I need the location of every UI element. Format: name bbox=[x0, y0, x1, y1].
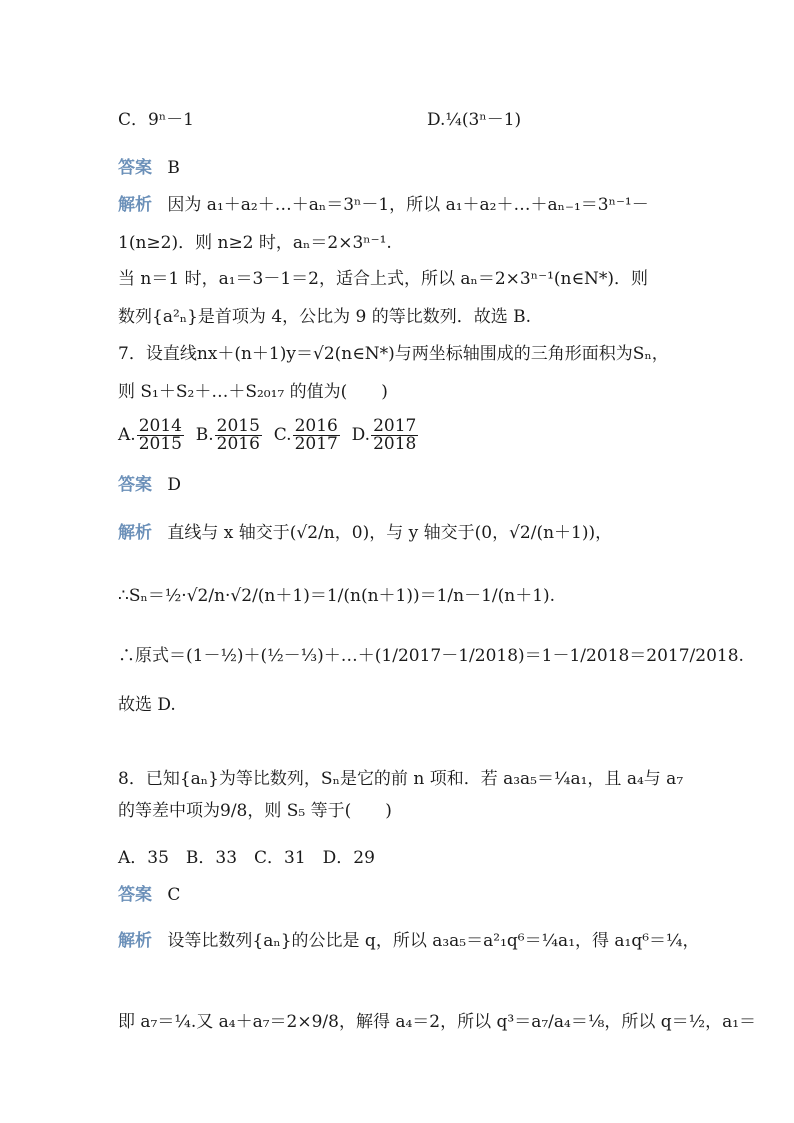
solution-2-line-2: ∴Sₙ＝½·√2/n·√2/(n＋1)＝1/(n(n＋1))＝1/n－1/(n＋1). bbox=[118, 586, 556, 606]
solution-2-line-1: 解析 直线与 x 轴交于(√2/n，0)，与 y 轴交于(0，√2/(n＋1))， bbox=[118, 523, 613, 543]
analysis-label: 解析 bbox=[118, 931, 152, 951]
question-7-line-1: 7．设直线nx＋(n＋1)y＝√2(n∈N*)与两坐标轴围成的三角形面积为Sₙ， bbox=[118, 344, 669, 364]
solution-1-line-2: 1(n≥2)．则 n≥2 时，aₙ＝2×3ⁿ⁻¹. bbox=[118, 233, 392, 253]
question-8-line-1: 8．已知{aₙ}为等比数列，Sₙ是它的前 n 项和．若 a₃a₅＝¼a₁，且 a₄与 a₇ bbox=[118, 769, 684, 789]
question-7-options bbox=[118, 418, 419, 453]
solution-2-line-4: 故选 D. bbox=[118, 695, 176, 715]
solution-3-line-2: 即 a₇＝¼.又 a₄＋a₇＝2×9/8，解得 a₄＝2，所以 q³＝a₇/a₄＝⅛，所以 q＝½，a₁＝ bbox=[118, 1012, 757, 1032]
question-8-line-2: 的等差中项为9/8，则 S₅ 等于( ) bbox=[118, 801, 392, 821]
solution-1-line-4: 数列{a²ₙ}是首项为 4，公比为 9 的等比数列．故选 B. bbox=[118, 307, 532, 327]
answer-1: 答案 B bbox=[118, 158, 180, 178]
question-7-line-2: 则 S₁＋S₂＋…＋S₂₀₁₇ 的值为( ) bbox=[118, 382, 388, 402]
answer-label: 答案 bbox=[118, 158, 152, 178]
solution-3-line-1: 解析 设等比数列{aₙ}的公比是 q，所以 a₃a₅＝a²₁q⁶＝¼a₁，得 a₁q⁶＝¼， bbox=[118, 931, 700, 951]
question-8-options: A．35 B．33 C．31 D．29 bbox=[118, 848, 375, 868]
answer-3: 答案 C bbox=[118, 885, 181, 905]
analysis-label: 解析 bbox=[118, 195, 152, 215]
option-c: C．9ⁿ－1 bbox=[118, 110, 194, 130]
analysis-label: 解析 bbox=[118, 523, 152, 543]
option-c-frac: C. $\frac{2016}{2017}$ bbox=[273, 416, 338, 454]
option-a: A. $\frac{2014}{2015}$ bbox=[118, 416, 182, 454]
option-d-frac: D. $\frac{2017}{2018}$ bbox=[351, 416, 417, 454]
answer-2: 答案 D bbox=[118, 475, 182, 495]
solution-1-line-1: 解析 因为 a₁＋a₂＋…＋aₙ＝3ⁿ－1，所以 a₁＋a₂＋…＋aₙ₋₁＝3ⁿ⁻¹－ bbox=[118, 195, 649, 215]
solution-2-line-3: ∴原式＝(1－½)＋(½－⅓)＋…＋(1/2017－1/2018)＝1－1/2018＝2017/2018. bbox=[118, 646, 744, 666]
answer-label: 答案 bbox=[118, 885, 152, 905]
solution-1-line-3: 当 n＝1 时，a₁＝3－1＝2，适合上式，所以 aₙ＝2×3ⁿ⁻¹(n∈N*)．则 bbox=[118, 269, 649, 289]
option-b: B. $\frac{2015}{2016}$ bbox=[195, 416, 260, 454]
option-d: D.¼(3ⁿ－1) bbox=[427, 110, 522, 130]
answer-label: 答案 bbox=[118, 475, 152, 495]
